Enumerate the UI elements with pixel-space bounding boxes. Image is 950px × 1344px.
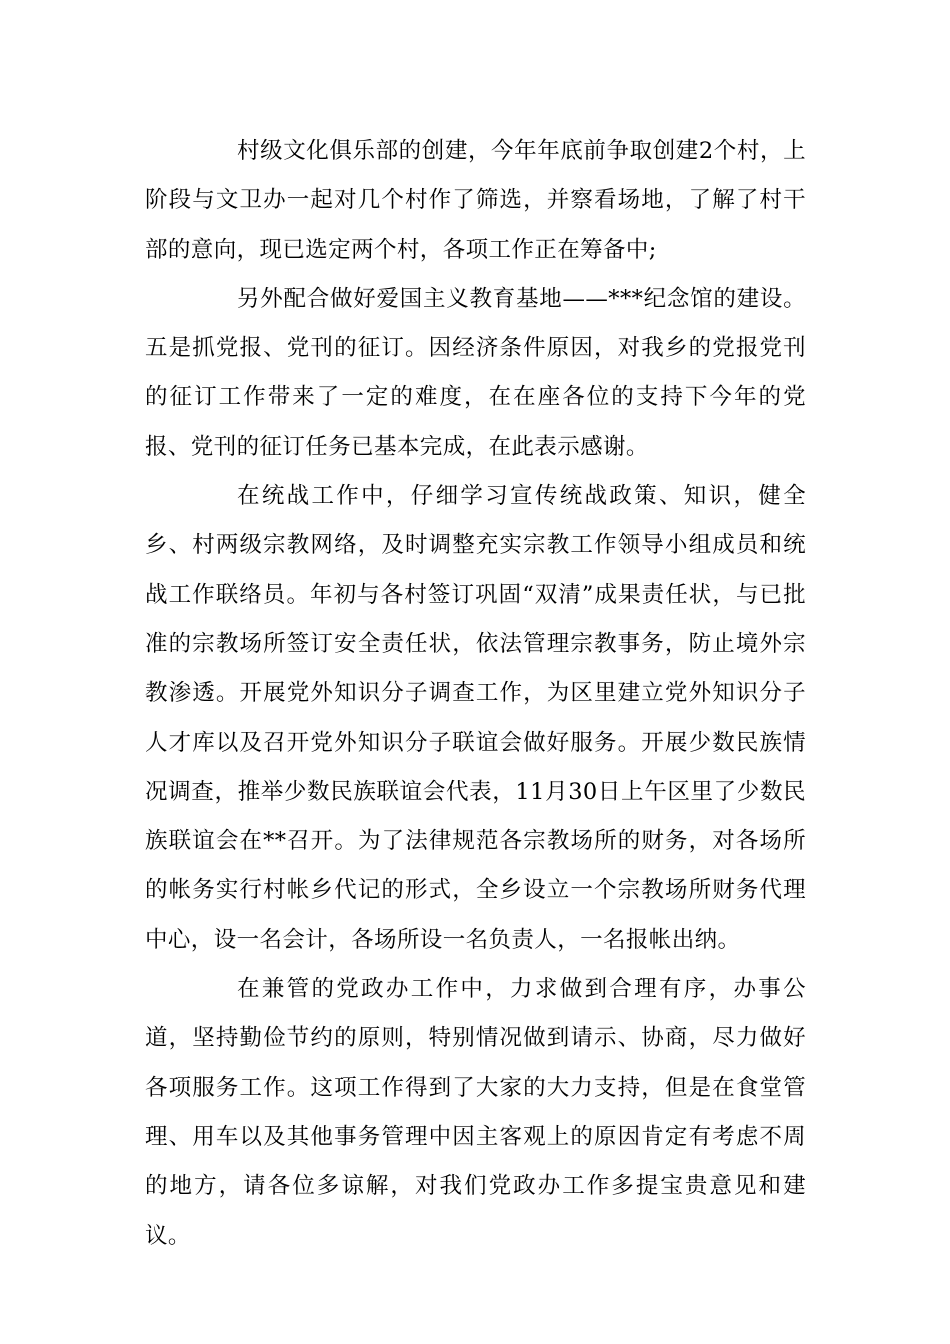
paragraph-party-office: 在兼管的党政办工作中，力求做到合理有序，办事公道，坚持勤俭节约的原则，特别情况做到请示、协商，尽力做好各项服务工作。这项工作得到了大家的大力支持，但是在食堂管理、用车以及其他事务管理中因主客观上的原因肯定有考虑不周的地方，请各位多谅解，对我们党政办工作多提宝贵意见和建议。	[145, 976, 806, 1249]
paragraph-united-front: 在统战工作中，仔细学习宣传统战政策、知识，健全乡、村两级宗教网络，及时调整充实宗教工作领导小组成员和统战工作联络员。年初与各村签订巩固“双清”成果责任状，与已批准的宗教场所签订安全责任状，依法管理宗教事务，防止境外宗教渗透。开展党外知识分子调查工作，为区里建立党外知识分子人才库以及召开党外知识分子联谊会做好服务。开展少数民族情况调查，推举少数民族联谊会代表，11月30日上午区里了少数民族联谊会在**召开。为了法律规范各宗教场所的财务，对各场所的帐务实行村帐乡代记的形式，全乡设立一个宗教场所财务代理中心，设一名会计，各场所设一名负责人，一名报帐出纳。	[145, 483, 806, 953]
document-page	[145, 127, 806, 1261]
paragraph-education-base: 另外配合做好爱国主义教育基地——***纪念馆的建设。五是抓党报、党刊的征订。因经济条件原因，对我乡的党报党刊的征订工作带来了一定的难度，在在座各位的支持下今年的党报、党刊的征订任务已基本完成，在此表示感谢。	[145, 285, 806, 460]
paragraph-culture-club: 村级文化俱乐部的创建，今年年底前争取创建2个村，上阶段与文卫办一起对几个村作了筛选，并察看场地，了解了村干部的意向，现已选定两个村，各项工作正在筹备中;	[145, 138, 806, 263]
